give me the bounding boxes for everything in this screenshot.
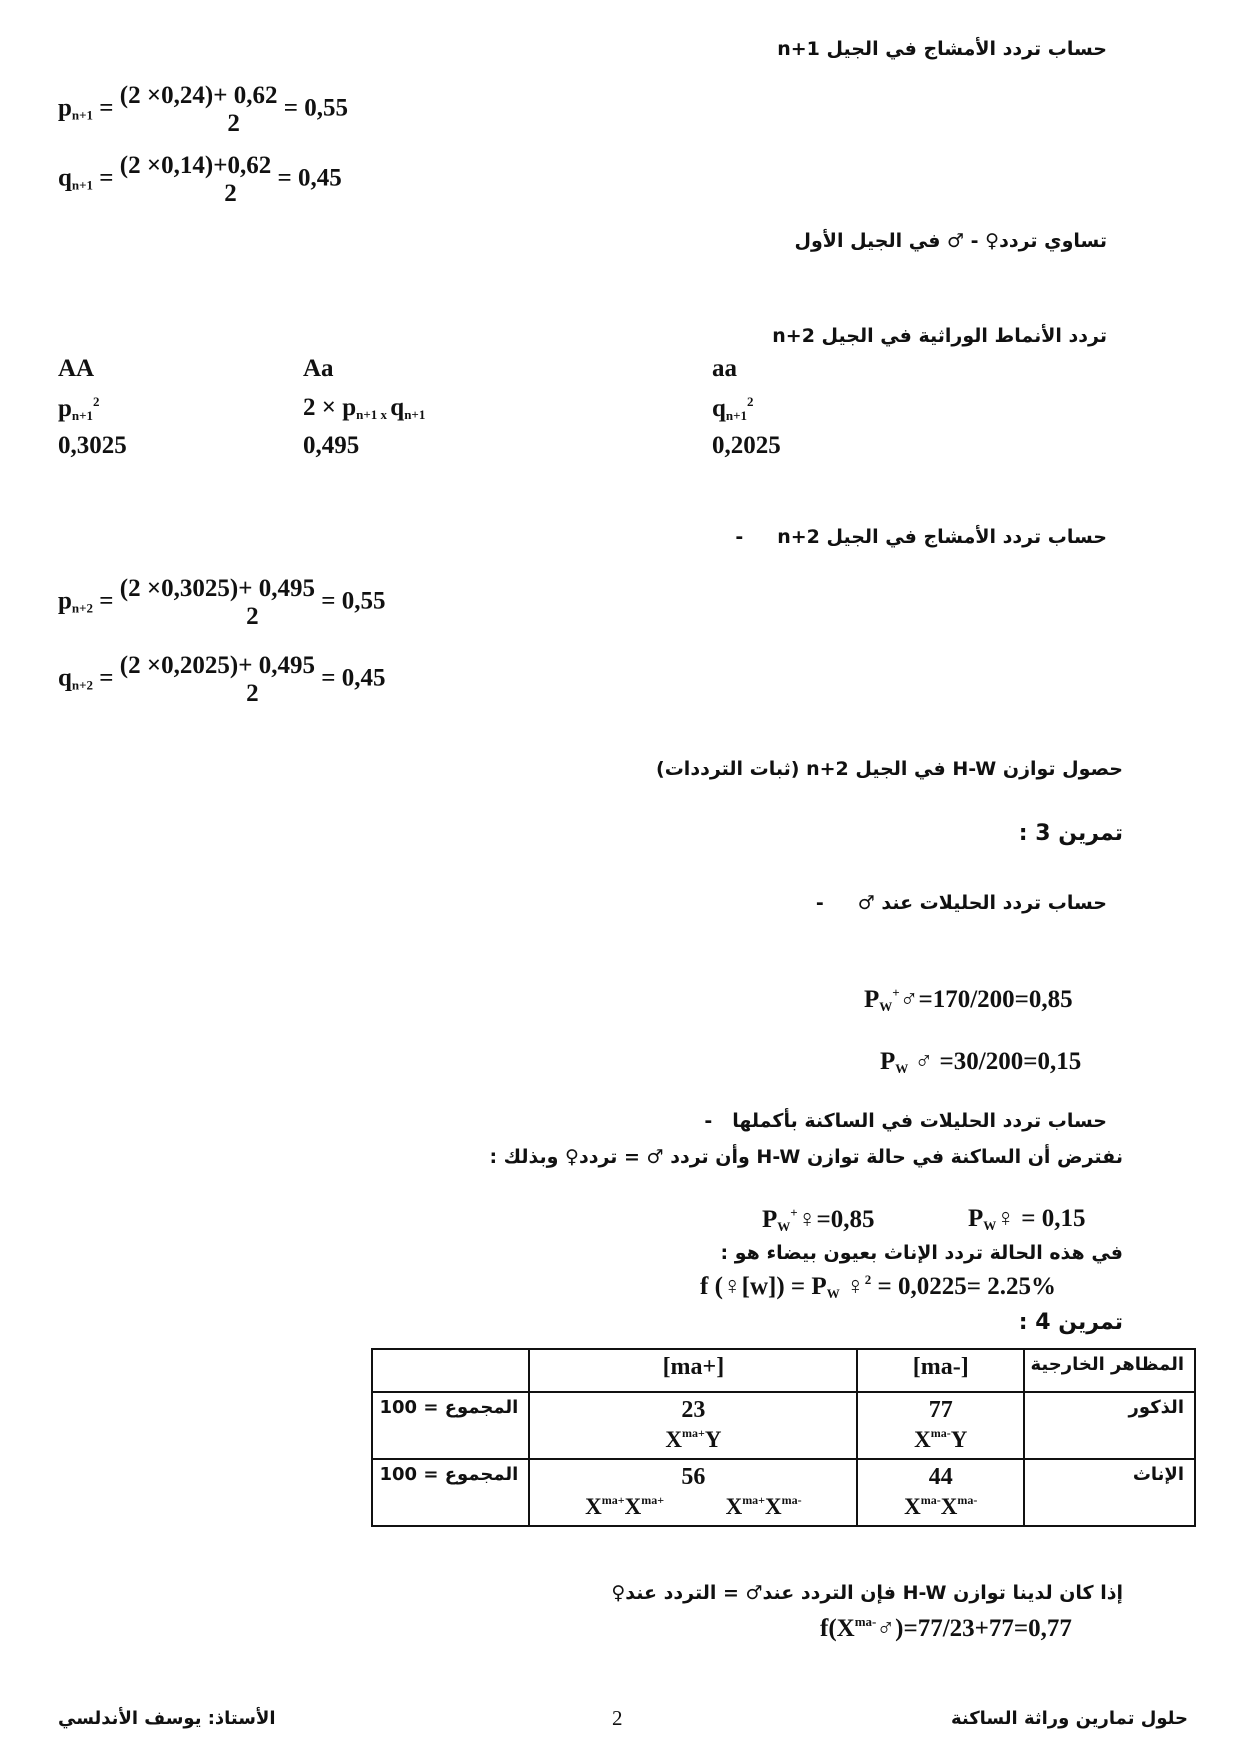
female-white-eye-formula: f (♀[w]) = $P_W$ ♀$^2$ = 0,0225= 2.25%	[700, 1272, 1056, 1301]
pw-plus-female: $P_W^+♀=0,85$	[762, 1205, 875, 1234]
pw-male: $P_W$ ♂ =30/200=0,15	[880, 1048, 1082, 1076]
exercise-4-title: تمرين 4 :	[1018, 1310, 1123, 1335]
exercise-3-assumption: نفترض أن الساكنة في حالة توازن H-W وأن تردد ♂ = تردد♀ وبذلك :	[489, 1146, 1123, 1168]
genotype-aa-dom: AA	[58, 355, 95, 382]
table-row	[372, 1392, 1195, 1459]
formula-aa-rec: $q_{n+1}^2$	[712, 394, 754, 423]
header-ma-plus: [ma+]	[529, 1349, 857, 1392]
females-label: الإناث	[1024, 1459, 1195, 1526]
equal-frequency-line: تساوي تردد♀ - ♂ في الجيل الأول	[794, 230, 1107, 252]
exercise-3-title: تمرين 3 :	[1018, 821, 1123, 846]
heading-n2: حساب تردد الأمشاج في الجيل n+2-	[735, 526, 1107, 548]
formula-aa-dom: $p_{n+1}^2$	[58, 394, 100, 423]
equation-q-n2: $q_{n+2}$ = (2 ×0,2025)+ 0,495 2 = 0,45	[58, 652, 386, 707]
males-total: المجموع = 100	[372, 1392, 529, 1459]
footer-title: حلول تمارين وراثة الساكنة	[950, 1708, 1188, 1729]
hw-equilibrium-line: حصول توازن H-W في الجيل n+2 (ثبات الترددات)	[656, 758, 1123, 780]
exercise-4-table	[371, 1348, 1196, 1527]
heading-genotypes: تردد الأنماط الوراثية في الجيل n+2	[772, 325, 1107, 347]
formula-het: $2 \times p_{n+1}$ $_x$ $q_{n+1}$	[303, 394, 426, 422]
equation-p-n1: $p_{n+1}$ = (2 ×0,24)+ 0,62 2 = 0,55	[58, 82, 348, 137]
exercise-3-step2: حساب تردد الحليلات في الساكنة بأكملها-	[704, 1110, 1107, 1132]
genotype-het: Aa	[303, 355, 334, 382]
table-row	[372, 1459, 1195, 1526]
exercise-4-hw-line: إذا كان لدينا توازن H-W فإن التردد عند♂ = التردد عند♀	[611, 1582, 1123, 1604]
females-total: المجموع = 100	[372, 1459, 529, 1526]
value-het: 0,495	[303, 432, 360, 459]
exercise-4-formula: $f(X^{ma-}♂)=77/23+77=0,77$	[820, 1614, 1072, 1642]
header-ma-minus: [ma-]	[857, 1349, 1023, 1392]
equation-q-n1: $q_{n+1}$ = (2 ×0,14)+0,62 2 = 0,45	[58, 152, 342, 207]
table-header-row	[372, 1349, 1195, 1392]
value-aa-dom: 0,3025	[58, 432, 127, 459]
equation-p-n2: $p_{n+2}$ = (2 ×0,3025)+ 0,495 2 = 0,55	[58, 575, 386, 630]
males-ma-plus: 23 $X^{ma+}Y$	[529, 1392, 857, 1459]
males-ma-minus: 77 $X^{ma-}Y$	[857, 1392, 1023, 1459]
heading-n1: حساب تردد الأمشاج في الجيل n+1	[777, 38, 1107, 60]
value-aa-rec: 0,2025	[712, 432, 781, 459]
genotype-aa-rec: aa	[712, 355, 737, 382]
females-ma-minus: 44 $X^{ma-}X^{ma-}$	[857, 1459, 1023, 1526]
table-empty-cell	[372, 1349, 529, 1392]
pw-plus-male: $P_W^+♂=170/200=0,85$	[864, 985, 1073, 1014]
page-number: 2	[612, 1706, 623, 1730]
females-ma-plus: 56 $X^{ma+}X^{ma+}$ $X^{ma+}X^{ma-}$	[529, 1459, 857, 1526]
header-phenotypes: المظاهر الخارجية	[1024, 1349, 1195, 1392]
pw-female: $P_W♀ = 0,15$	[968, 1205, 1086, 1233]
males-label: الذكور	[1024, 1392, 1195, 1459]
exercise-3-step1: حساب تردد الحليلات عند ♂-	[815, 892, 1107, 914]
footer-author: الأستاذ: يوسف الأندلسي	[58, 1708, 276, 1729]
female-white-eye-line: في هذه الحالة تردد الإناث بعيون بيضاء هو :	[720, 1242, 1123, 1264]
